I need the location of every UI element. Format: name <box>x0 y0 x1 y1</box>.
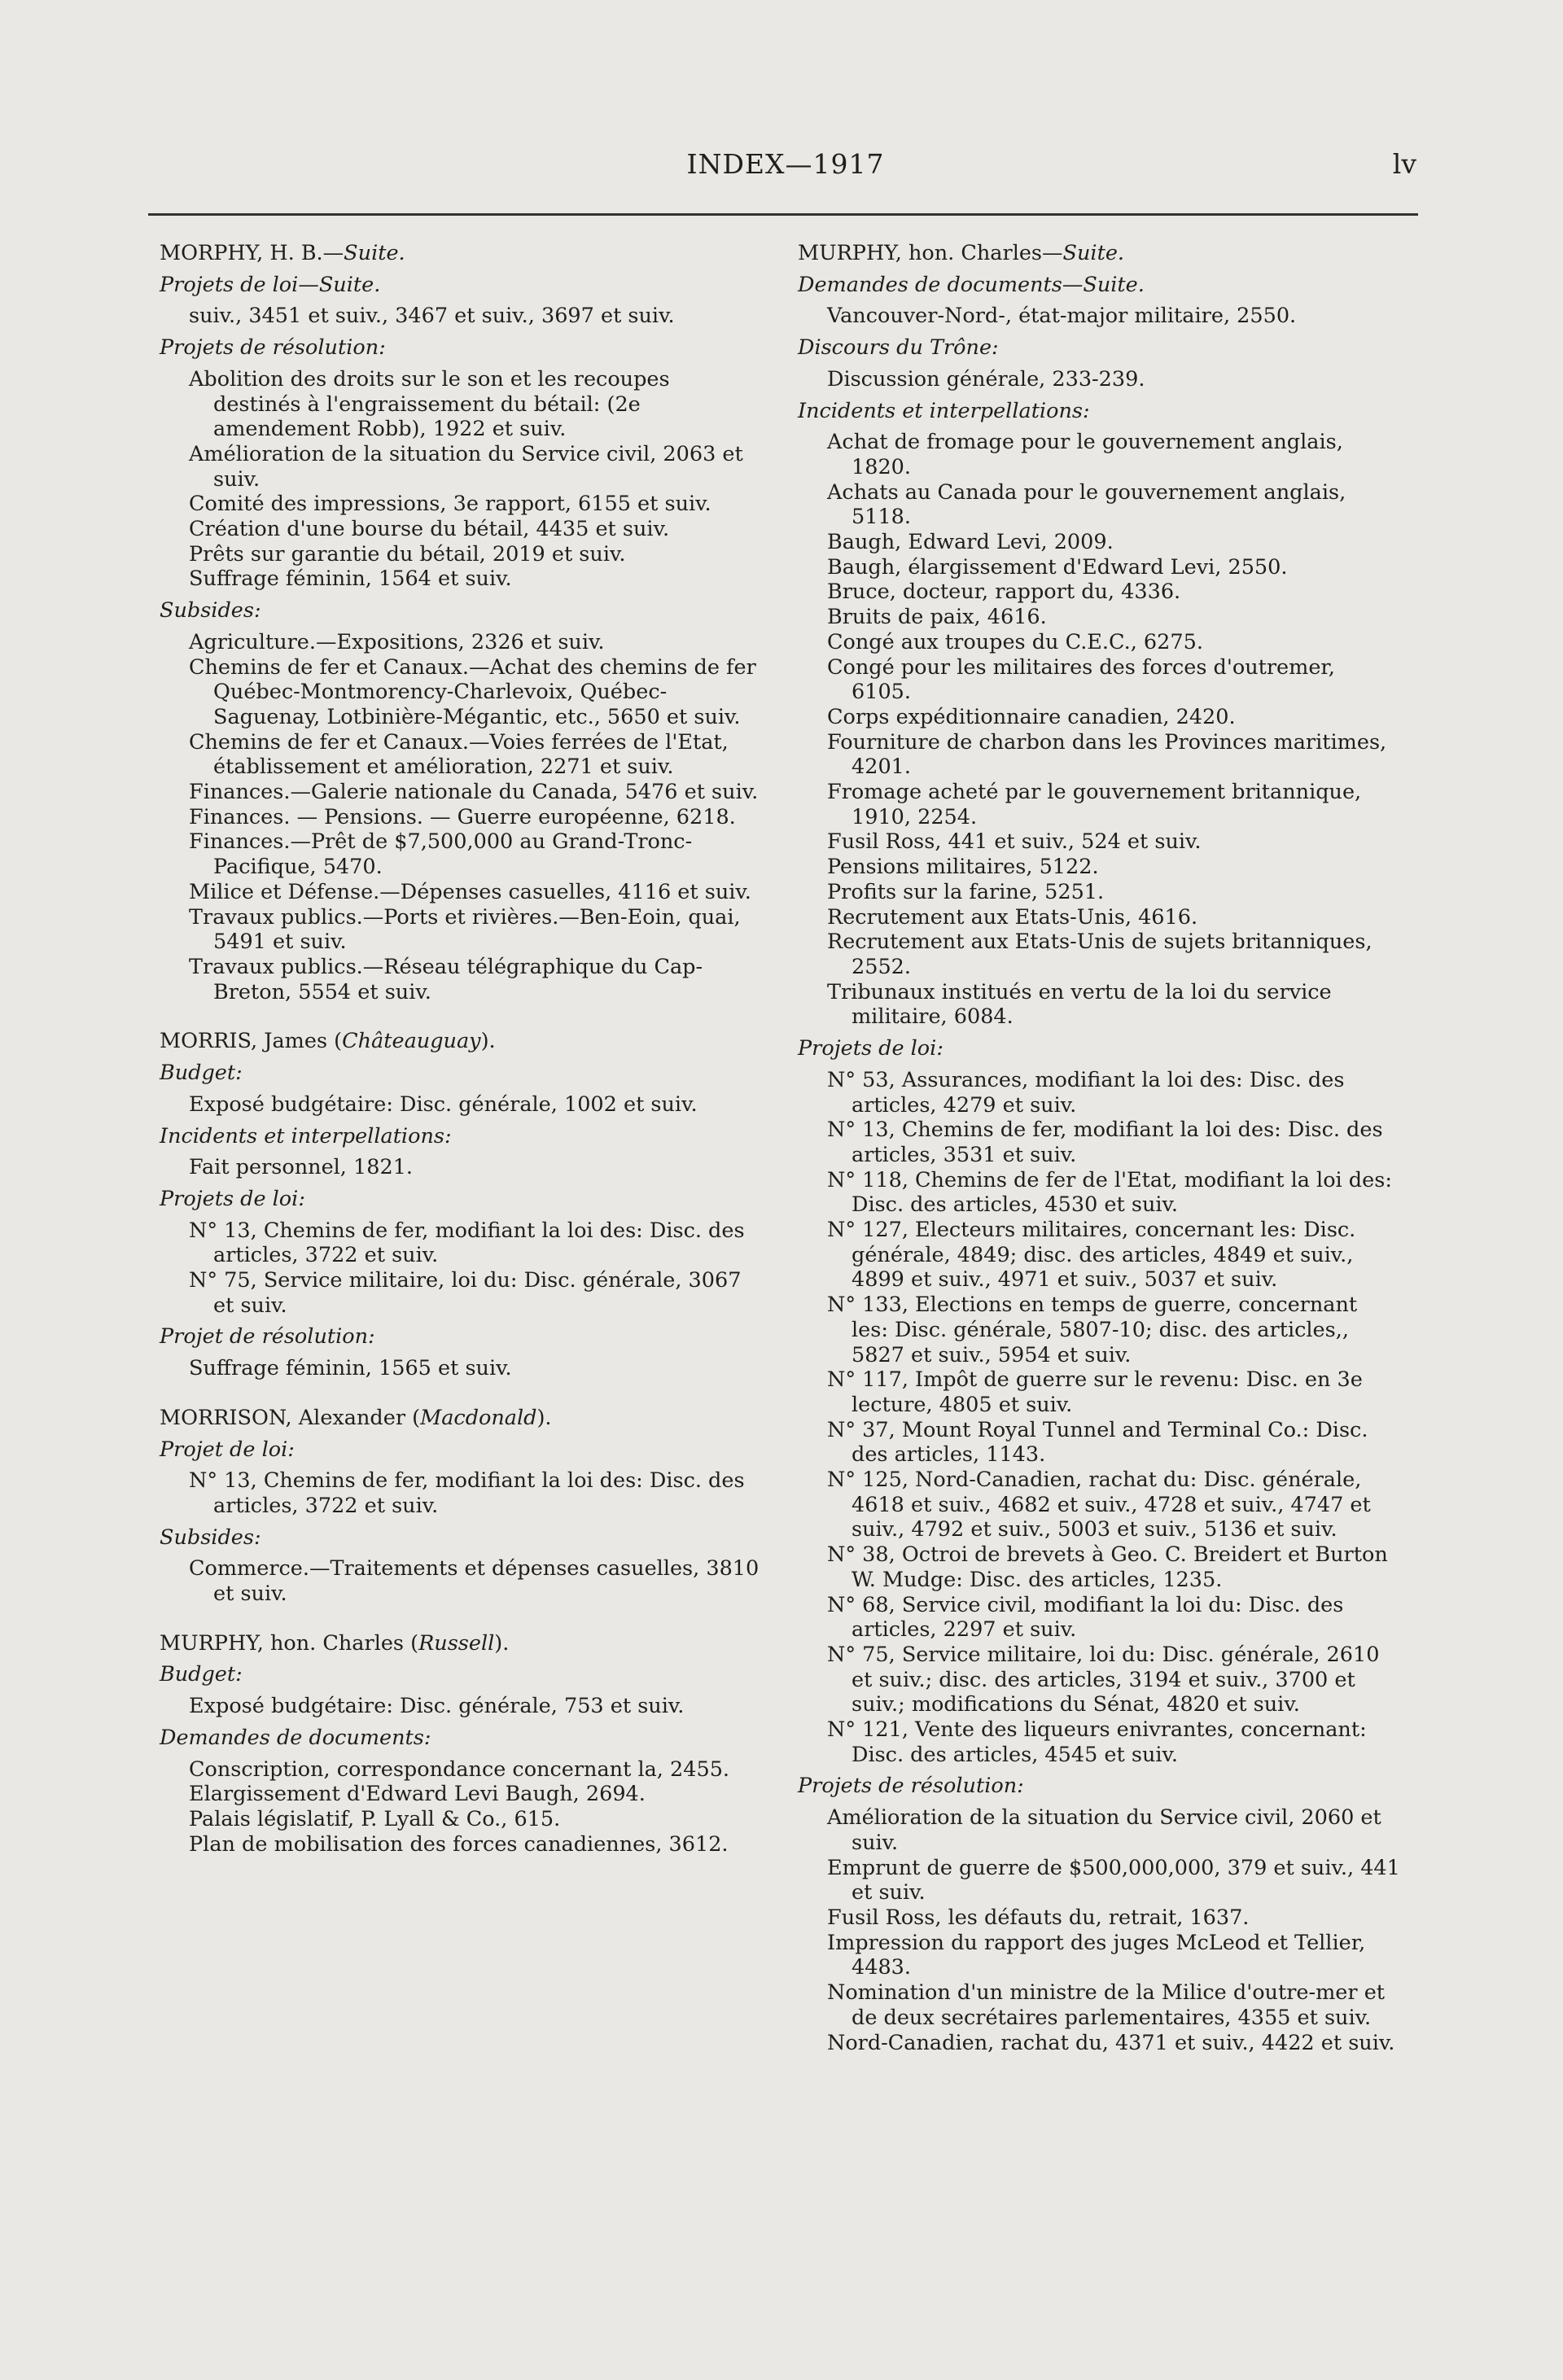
heading-italic: Suite. <box>1062 241 1125 265</box>
section-title: Projet de loi: <box>160 1437 295 1462</box>
section-title: Discours du Trône: <box>798 335 999 361</box>
index-entry: Comité des impressions, 3e rapport, 6155 et suiv. <box>189 492 711 517</box>
index-entry: N° 68, Service civil, modifiant la loi du: Disc. des articles, 2297 et suiv. <box>827 1592 1344 1643</box>
heading-name: MORPHY, H. B.— <box>160 241 344 265</box>
index-entry: N° 133, Elections en temps de guerre, concernant les: Disc. générale, 5807-10; disc. des articles,, 5827 et suiv., 5954 et suiv. <box>827 1293 1358 1367</box>
section-title: Projet de résolution: <box>160 1324 375 1350</box>
page-header <box>155 148 1416 197</box>
section-title: Budget: <box>160 1061 243 1086</box>
section-title: Subsides: <box>160 598 261 623</box>
index-entry: N° 38, Octroi de brevets à Geo. C. Breidert et Burton W. Mudge: Disc. des articles, 1235. <box>827 1542 1388 1592</box>
index-entry: Finances.—Galerie nationale du Canada, 5476 et suiv. <box>189 780 759 805</box>
index-entry: Discussion générale, 233-239. <box>827 366 1145 392</box>
heading-italic: Suite. <box>344 241 405 265</box>
index-entry: Recrutement aux Etats-Unis, 4616. <box>827 904 1198 930</box>
index-entry: Nord-Canadien, rachat du, 4371 et suiv., 4422 et suiv. <box>827 2030 1395 2055</box>
index-entry-block <box>798 241 1400 2055</box>
index-entry: N° 121, Vente des liqueurs enivrantes, concernant: Disc. des articles, 4545 et suiv. <box>827 1717 1367 1767</box>
entry-heading <box>160 1029 762 1054</box>
index-entry: Fromage acheté par le gouvernement britannique, 1910, 2254. <box>827 780 1362 829</box>
index-entry: Milice et Défense.—Dépenses casuelles, 4116 et suiv. <box>189 879 751 904</box>
heading-italic: Russell <box>418 1630 495 1656</box>
index-entry: N° 125, Nord-Canadien, rachat du: Disc. générale, 4618 et suiv., 4682 et suiv., 4728 et suiv., 4747 et suiv., 4792 et suiv., 5003 et suiv., 5136 et suiv. <box>827 1468 1371 1542</box>
index-entry: N° 75, Service militaire, loi du: Disc. générale, 2610 et suiv.; disc. des articles, 3194 et suiv., 3700 et suiv.; modifications du Sénat, 4820 et suiv. <box>827 1642 1380 1717</box>
page-number: lv <box>1392 148 1416 180</box>
index-entry: Pensions militaires, 5122. <box>827 855 1099 880</box>
heading-name: MORRISON, Alexander ( <box>160 1405 421 1430</box>
index-entry: Chemins de fer et Canaux.—Voies ferrées de l'Etat, établissement et amélioration, 2271 et suiv. <box>189 729 729 780</box>
heading-name: MORRIS, James ( <box>160 1029 343 1054</box>
index-entry: Palais législatif, P. Lyall & Co., 615. <box>189 1806 561 1831</box>
index-entry: Congé pour les militaires des forces d'outremer, 6105. <box>827 654 1335 705</box>
section-title: Projets de loi—Suite. <box>160 272 381 297</box>
index-entry: N° 118, Chemins de fer de l'Etat, modifiant la loi des: Disc. des articles, 4530 et suiv. <box>827 1167 1392 1218</box>
index-entry: Chemins de fer et Canaux.—Achat des chemins de fer Québec-Montmorency-Charlevoix, Québec-Saguenay, Lotbinière-Mégantic, etc., 5650 et suiv. <box>189 654 756 729</box>
section-title: Incidents et interpellations: <box>160 1123 452 1148</box>
index-entry: Agriculture.—Expositions, 2326 et suiv. <box>189 629 605 654</box>
entry-heading <box>160 1406 762 1431</box>
index-entry: Abolition des droits sur le son et les recoupes destinés à l'engraissement du bétail: (2e amendement Robb), 1922 et suiv. <box>189 366 670 442</box>
index-entry: Conscription, correspondance concernant la, 2455. <box>189 1757 730 1782</box>
index-entry: N° 117, Impôt de guerre sur le revenu: Disc. en 3e lecture, 4805 et suiv. <box>827 1367 1363 1417</box>
index-entry: Baugh, élargissement d'Edward Levi, 2550. <box>827 554 1288 580</box>
index-entry: Suffrage féminin, 1564 et suiv. <box>189 567 512 592</box>
entry-heading <box>160 241 762 266</box>
heading-name: MURPHY, hon. Charles— <box>798 241 1063 265</box>
heading-italic: Châteauguay <box>342 1029 481 1054</box>
heading-italic: Macdonald <box>420 1405 537 1430</box>
section-title: Projets de résolution: <box>798 1774 1024 1799</box>
index-entry: Plan de mobilisation des forces canadiennes, 3612. <box>189 1831 729 1857</box>
index-entry: Elargissement d'Edward Levi Baugh, 2694. <box>189 1782 646 1807</box>
index-entry: Congé aux troupes du C.E.C., 6275. <box>827 629 1203 654</box>
index-entry: Prêts sur garantie du bétail, 2019 et suiv. <box>189 541 626 567</box>
index-entry: Amélioration de la situation du Service civil, 2060 et suiv. <box>827 1805 1381 1855</box>
index-entry-block <box>160 241 762 1004</box>
section-title: Demandes de documents: <box>160 1725 431 1750</box>
index-entry-block <box>160 1406 762 1607</box>
section-title: Subsides: <box>160 1525 261 1550</box>
entry-heading <box>798 241 1400 266</box>
index-entry: N° 53, Assurances, modifiant la loi des: Disc. des articles, 4279 et suiv. <box>827 1067 1345 1118</box>
index-entry: Impression du rapport des juges McLeod et Tellier, 4483. <box>827 1930 1366 1980</box>
index-entry: Suffrage féminin, 1565 et suiv. <box>189 1356 512 1381</box>
index-entry-block <box>160 1029 762 1380</box>
index-entry: N° 13, Chemins de fer, modifiant la loi des: Disc. des articles, 3722 et suiv. <box>189 1468 745 1518</box>
heading-end: ). <box>494 1630 510 1656</box>
index-entry: Tribunaux institués en vertu de la loi du service militaire, 6084. <box>827 979 1332 1030</box>
index-entry: Baugh, Edward Levi, 2009. <box>827 530 1114 555</box>
left-column <box>160 241 762 1881</box>
index-entry: Nomination d'un ministre de la Milice d'outre-mer et de deux secrétaires parlementaires, 4355 et suiv. <box>827 1980 1386 2030</box>
index-entry: Travaux publics.—Réseau télégraphique du Cap-Breton, 5554 et suiv. <box>189 954 703 1004</box>
index-entry: Emprunt de guerre de $500,000,000, 379 et suiv., 441 et suiv. <box>827 1855 1400 1905</box>
index-entry: Amélioration de la situation du Service civil, 2063 et suiv. <box>189 441 743 492</box>
index-entry: suiv., 3451 et suiv., 3467 et suiv., 3697 et suiv. <box>189 304 675 329</box>
index-entry: N° 13, Chemins de fer, modifiant la loi des: Disc. des articles, 3722 et suiv. <box>189 1218 745 1268</box>
page-title: INDEX—1917 <box>686 148 885 180</box>
entry-heading <box>160 1631 762 1656</box>
index-entry: Fait personnel, 1821. <box>189 1155 414 1180</box>
section-title: Incidents et interpellations: <box>798 398 1090 423</box>
index-entry: Bruce, docteur, rapport du, 4336. <box>827 580 1181 605</box>
index-entry: Corps expéditionnaire canadien, 2420. <box>827 704 1236 729</box>
index-entry: Bruits de paix, 4616. <box>827 605 1047 630</box>
index-entry: Fourniture de charbon dans les Provinces maritimes, 4201. <box>827 729 1387 780</box>
index-entry: Vancouver-Nord-, état-major militaire, 2550. <box>827 304 1297 329</box>
right-column <box>798 241 1400 2080</box>
heading-name: MURPHY, hon. Charles ( <box>160 1630 419 1656</box>
index-entry: Profits sur la farine, 5251. <box>827 879 1105 904</box>
header-rule <box>148 213 1418 216</box>
index-entry: Achats au Canada pour le gouvernement anglais, 5118. <box>827 479 1346 530</box>
index-entry: Achat de fromage pour le gouvernement anglais, 1820. <box>827 430 1343 479</box>
index-entry: N° 75, Service militaire, loi du: Disc. générale, 3067 et suiv. <box>189 1268 742 1318</box>
index-entry: N° 13, Chemins de fer, modifiant la loi des: Disc. des articles, 3531 et suiv. <box>827 1118 1383 1167</box>
index-entry: Création d'une bourse du bétail, 4435 et suiv. <box>189 517 670 542</box>
index-entry: N° 37, Mount Royal Tunnel and Terminal Co.: Disc. des articles, 1143. <box>827 1417 1368 1468</box>
index-entry: Fusil Ross, 441 et suiv., 524 et suiv. <box>827 829 1202 855</box>
index-entry: Travaux publics.—Ports et rivières.—Ben-Eoin, quai, 5491 et suiv. <box>189 904 741 955</box>
section-title: Demandes de documents—Suite. <box>798 272 1145 297</box>
heading-end: ). <box>536 1405 552 1430</box>
index-entry: Exposé budgétaire: Disc. générale, 753 et suiv. <box>189 1694 685 1719</box>
index-entry: Exposé budgétaire: Disc. générale, 1002 et suiv. <box>189 1092 698 1117</box>
index-entry: N° 127, Electeurs militaires, concernant les: Disc. générale, 4849; disc. des articles, 4849 et suiv., 4899 et suiv., 4971 et suiv., 5037 et suiv. <box>827 1218 1356 1293</box>
section-title: Projets de loi: <box>798 1036 943 1061</box>
section-title: Projets de résolution: <box>160 335 386 361</box>
section-title: Projets de loi: <box>160 1186 305 1211</box>
index-entry: Finances. — Pensions. — Guerre européenne, 6218. <box>189 804 736 829</box>
index-entry: Recrutement aux Etats-Unis de sujets britanniques, 2552. <box>827 930 1373 979</box>
index-entry: Commerce.—Traitements et dépenses casuelles, 3810 et suiv. <box>189 1556 760 1607</box>
index-entry-block <box>160 1631 762 1857</box>
heading-end: ). <box>480 1029 496 1054</box>
section-title: Budget: <box>160 1662 243 1687</box>
index-entry: Fusil Ross, les défauts du, retrait, 1637. <box>827 1905 1250 1930</box>
index-entry: Finances.—Prêt de $7,500,000 au Grand-Tronc-Pacifique, 5470. <box>189 829 693 880</box>
